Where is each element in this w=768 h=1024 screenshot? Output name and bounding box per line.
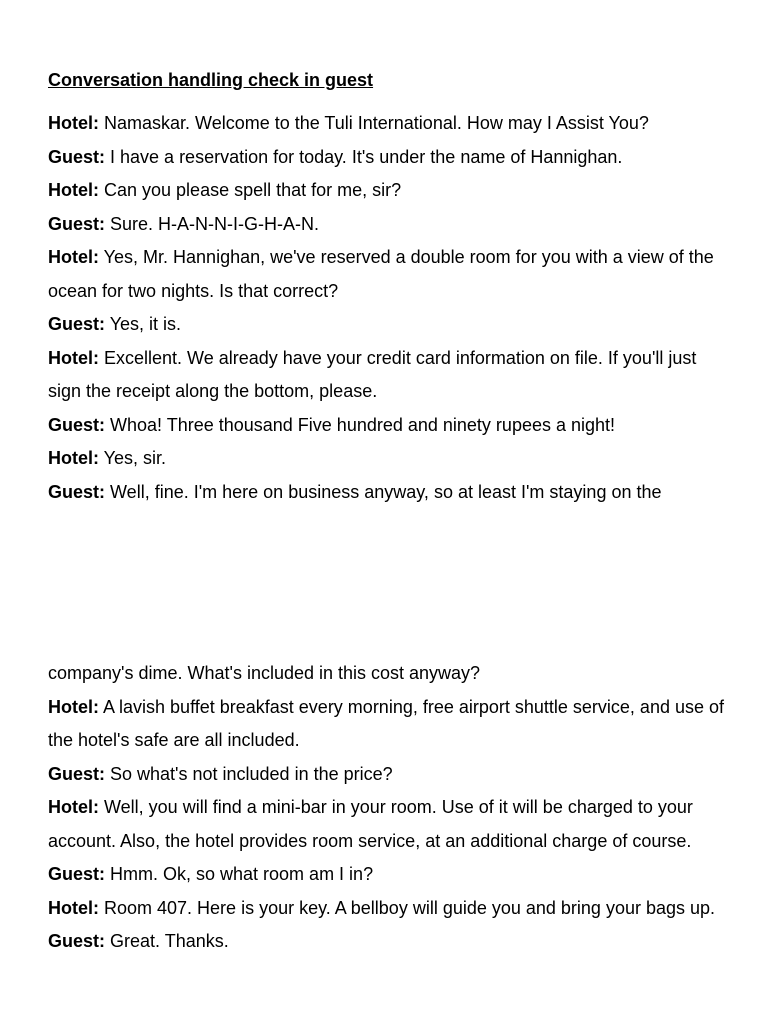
dialogue-line	[48, 892, 728, 926]
dialogue-line	[48, 758, 728, 792]
speaker-label: Guest:	[48, 414, 106, 435]
document-title: Conversation handling check in guest	[48, 70, 374, 90]
line-text: Can you please spell that for me, sir?	[99, 180, 402, 200]
speaker-label: Hotel:	[48, 180, 99, 200]
line-text: Namaskar. Welcome to the Tuli International. How may I Assist You?	[99, 113, 649, 133]
dialogue-line	[48, 174, 728, 208]
line-text: I have a reservation for today. It's under the name of Hannighan.	[105, 146, 623, 167]
speaker-label: Hotel:	[48, 797, 99, 817]
dialogue-line	[48, 442, 728, 476]
speaker-label: Guest:	[48, 931, 106, 951]
dialogue-block-top	[48, 107, 728, 509]
dialogue-line	[48, 925, 728, 959]
dialogue-line	[48, 657, 728, 691]
line-text: A lavish buffet breakfast every morning, free airport shuttle service, and use of the hotel's safe are all included.	[48, 696, 724, 750]
line-text: Room 407. Here is your key. A bellboy will guide you and bring your bags up.	[99, 897, 716, 918]
speaker-label: Guest:	[48, 481, 106, 502]
speaker-label: Guest:	[48, 763, 106, 784]
speaker-label: Hotel:	[48, 247, 99, 267]
line-text: Yes, Mr. Hannighan, we've reserved a double room for you with a view of the ocean for two nights. Is that correct?	[48, 247, 714, 301]
speaker-label: Guest:	[48, 146, 106, 167]
line-text: company's dime. What's included in this cost anyway?	[48, 663, 481, 683]
dialogue-line	[48, 241, 728, 308]
line-text: Whoa! Three thousand Five hundred and ninety rupees a night!	[105, 414, 616, 435]
speaker-label: Hotel:	[48, 347, 99, 368]
line-text: Sure. H-A-N-N-I-G-H-A-N.	[105, 213, 320, 234]
line-text: Well, you will find a mini-bar in your room. Use of it will be charged to your account. Also, the hotel provides room service, at an additional charge of course.	[48, 797, 693, 851]
dialogue-line	[48, 342, 728, 409]
line-text: So what's not included in the price?	[105, 763, 393, 784]
dialogue-line	[48, 691, 728, 758]
line-text: Yes, it is.	[105, 314, 182, 334]
line-text: Hmm. Ok, so what room am I in?	[105, 864, 374, 884]
dialogue-line	[48, 791, 728, 858]
speaker-label: Hotel:	[48, 448, 99, 468]
dialogue-line	[48, 141, 728, 175]
dialogue-block-bottom	[48, 657, 728, 959]
dialogue-line	[48, 208, 728, 242]
line-text: Great. Thanks.	[105, 931, 229, 951]
speaker-label: Hotel:	[48, 113, 99, 133]
dialogue-line	[48, 409, 728, 443]
dialogue-line	[48, 308, 728, 342]
line-text: Well, fine. I'm here on business anyway, so at least I'm staying on the	[105, 481, 662, 502]
speaker-label: Hotel:	[48, 897, 99, 918]
dialogue-line	[48, 476, 728, 510]
line-text: Excellent. We already have your credit card information on file. If you'll just sign the receipt along the bottom, please.	[48, 347, 697, 401]
speaker-label: Guest:	[48, 864, 106, 884]
dialogue-line	[48, 107, 728, 141]
speaker-label: Guest:	[48, 314, 106, 334]
speaker-label: Hotel:	[48, 696, 99, 717]
dialogue-line	[48, 858, 728, 892]
speaker-label: Guest:	[48, 213, 106, 234]
line-text: Yes, sir.	[99, 448, 167, 468]
